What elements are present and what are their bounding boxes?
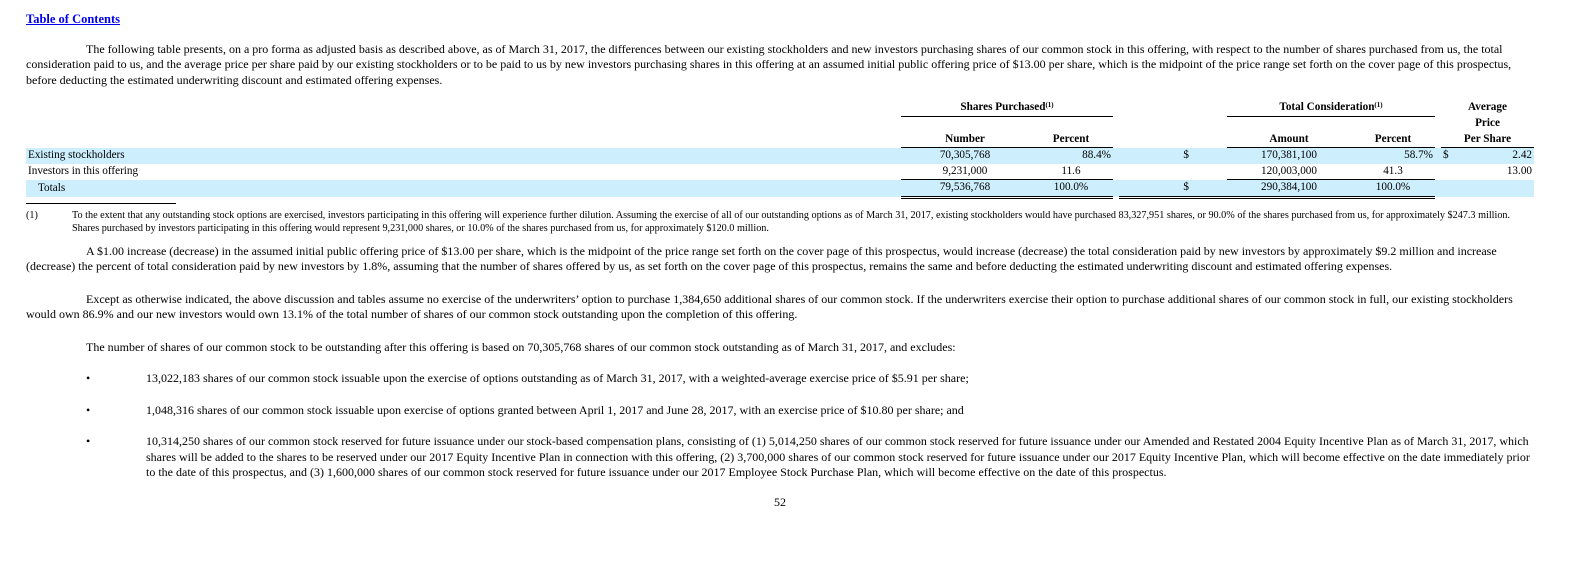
footnote-rule [26, 203, 176, 204]
list-item: • 1,048,316 shares of our common stock issuable upon exercise of options granted between April 1, 2017 and June 28, 2017, with an exercise price of $10.80 per share; and [26, 403, 1534, 419]
page-number: 52 [774, 494, 786, 509]
bullet-icon: • [86, 434, 91, 448]
list-item: • 13,022,183 shares of our common stock issuable upon the exercise of options outstanding as of March 31, 2017, with a weighted-average exercise price of $5.91 per share; [26, 371, 1534, 387]
average-price-header-line3: Per Share [1441, 132, 1534, 148]
table-row-totals: Totals 79,536,768 100.0% $ 290,384,100 100.0% [26, 180, 1534, 198]
table-row: Existing stockholders 70,305,768 88.4% $ 170,381,100 58.7% $ 2.42 [26, 148, 1534, 164]
shares-outstanding-paragraph: The number of shares of our common stock to be outstanding after this offering is based on 70,305,768 shares of our common stock outstanding as of March 31, 2017, and excludes: [86, 339, 956, 354]
percent2-column-header: Percent [1351, 132, 1435, 148]
bullet-icon: • [86, 371, 91, 385]
average-price-header-line2: Price [1475, 117, 1500, 129]
table-of-contents-link[interactable]: Table of Contents [26, 12, 120, 26]
table-group-header-row [26, 100, 1534, 116]
footnote [26, 209, 1534, 235]
document-page [26, 12, 1534, 510]
percent-column-header: Percent [1029, 132, 1113, 148]
number-column-header: Number [901, 132, 1029, 148]
shares-purchased-header: Shares Purchased$^{(1)}$ [901, 100, 1113, 116]
amount-column-header: Amount [1227, 132, 1351, 148]
table-row: Investors in this offering 9,231,000 11.6 120,003,000 41.3 13.00 [26, 164, 1534, 180]
bullet-icon: • [86, 402, 91, 417]
list-item: • 10,314,250 shares of our common stock reserved for future issuance under our stock-based compensation plans, consisting of (1) 5,014,250 shares of our common stock reserved for future issuance under our Amended and Restated 2004 Equity Incentive Plan as of March 31, 2017, which shares will be added to the shares to be reserved under our 2017 Equity Incentive Plan in connection with this offering, (2) 3,700,000 shares of our common stock reserved for future issuance under our 2017 Equity Incentive Plan, which will become effective on the date immediately prior to the date of this prospectus, and (3) 1,600,000 shares of our common stock reserved for future issuance under our 2017 Employee Stock Purchase Plan, which will become effective on the date of this prospectus. [26, 434, 1534, 481]
price-sensitivity-paragraph: A $1.00 increase (decrease) in the assumed initial public offering price of $13.00 per share, which is the midpoint of the price range set forth on the cover page of this prospectus, would increase (decrease) the total consideration paid by new investors by approximately $9.2 million and increase (decrease) the percent of total consideration paid by new investors by 1.8%, assuming that the number of shares offered by us, as set forth on the cover page of this prospectus, remains the same and before deducting the estimated underwriting discount and estimated offering expenses. [26, 243, 1497, 273]
capitalization-table [26, 100, 1534, 199]
underwriters-option-paragraph: Except as otherwise indicated, the above discussion and tables assume no exercise of the underwriters’ option to purchase 1,384,650 additional shares of our common stock. If the underwriters exercise their option to purchase additional shares of our common stock in full, our existing stockholders would own 86.9% and our new investors would own 13.1% of the total number of shares of our common stock outstanding upon the completion of this offering. [26, 291, 1513, 321]
total-consideration-header: Total Consideration$^{(1)}$ [1227, 100, 1435, 116]
table-column-header-row [26, 132, 1534, 148]
footnote-marker: (1) [26, 209, 38, 221]
intro-paragraph: The following table presents, on a pro forma as adjusted basis as described above, as of March 31, 2017, the differences between our existing stockholders and new investors purchasing shares of our common stock in this offering, with respect to the number of shares purchased from us, the total consideration paid to us, and the average price per share paid by our existing stockholders or to be paid to us by new investors purchasing shares in this offering at an assumed initial public offering price of $13.00 per share, which is the midpoint of the price range set forth on the cover page of this prospectus, before deducting the estimated underwriting discount and estimated offering expenses. [26, 41, 1512, 87]
footnote-text: To the extent that any outstanding stock options are exercised, investors participating in this offering will experience further dilution. Assuming the exercise of all of our outstanding options as of March 31, 2017, existing stockholders would have purchased 83,327,951 shares, or 90.0% of the shares purchased from us, for approximately $247.3 million. Shares purchased by investors participating in this offering would represent 9,231,000 shares, or 10.0% of the shares purchased from us, for approximately $120.0 million. [72, 209, 1511, 234]
average-price-header-line1: Average [1468, 101, 1507, 114]
